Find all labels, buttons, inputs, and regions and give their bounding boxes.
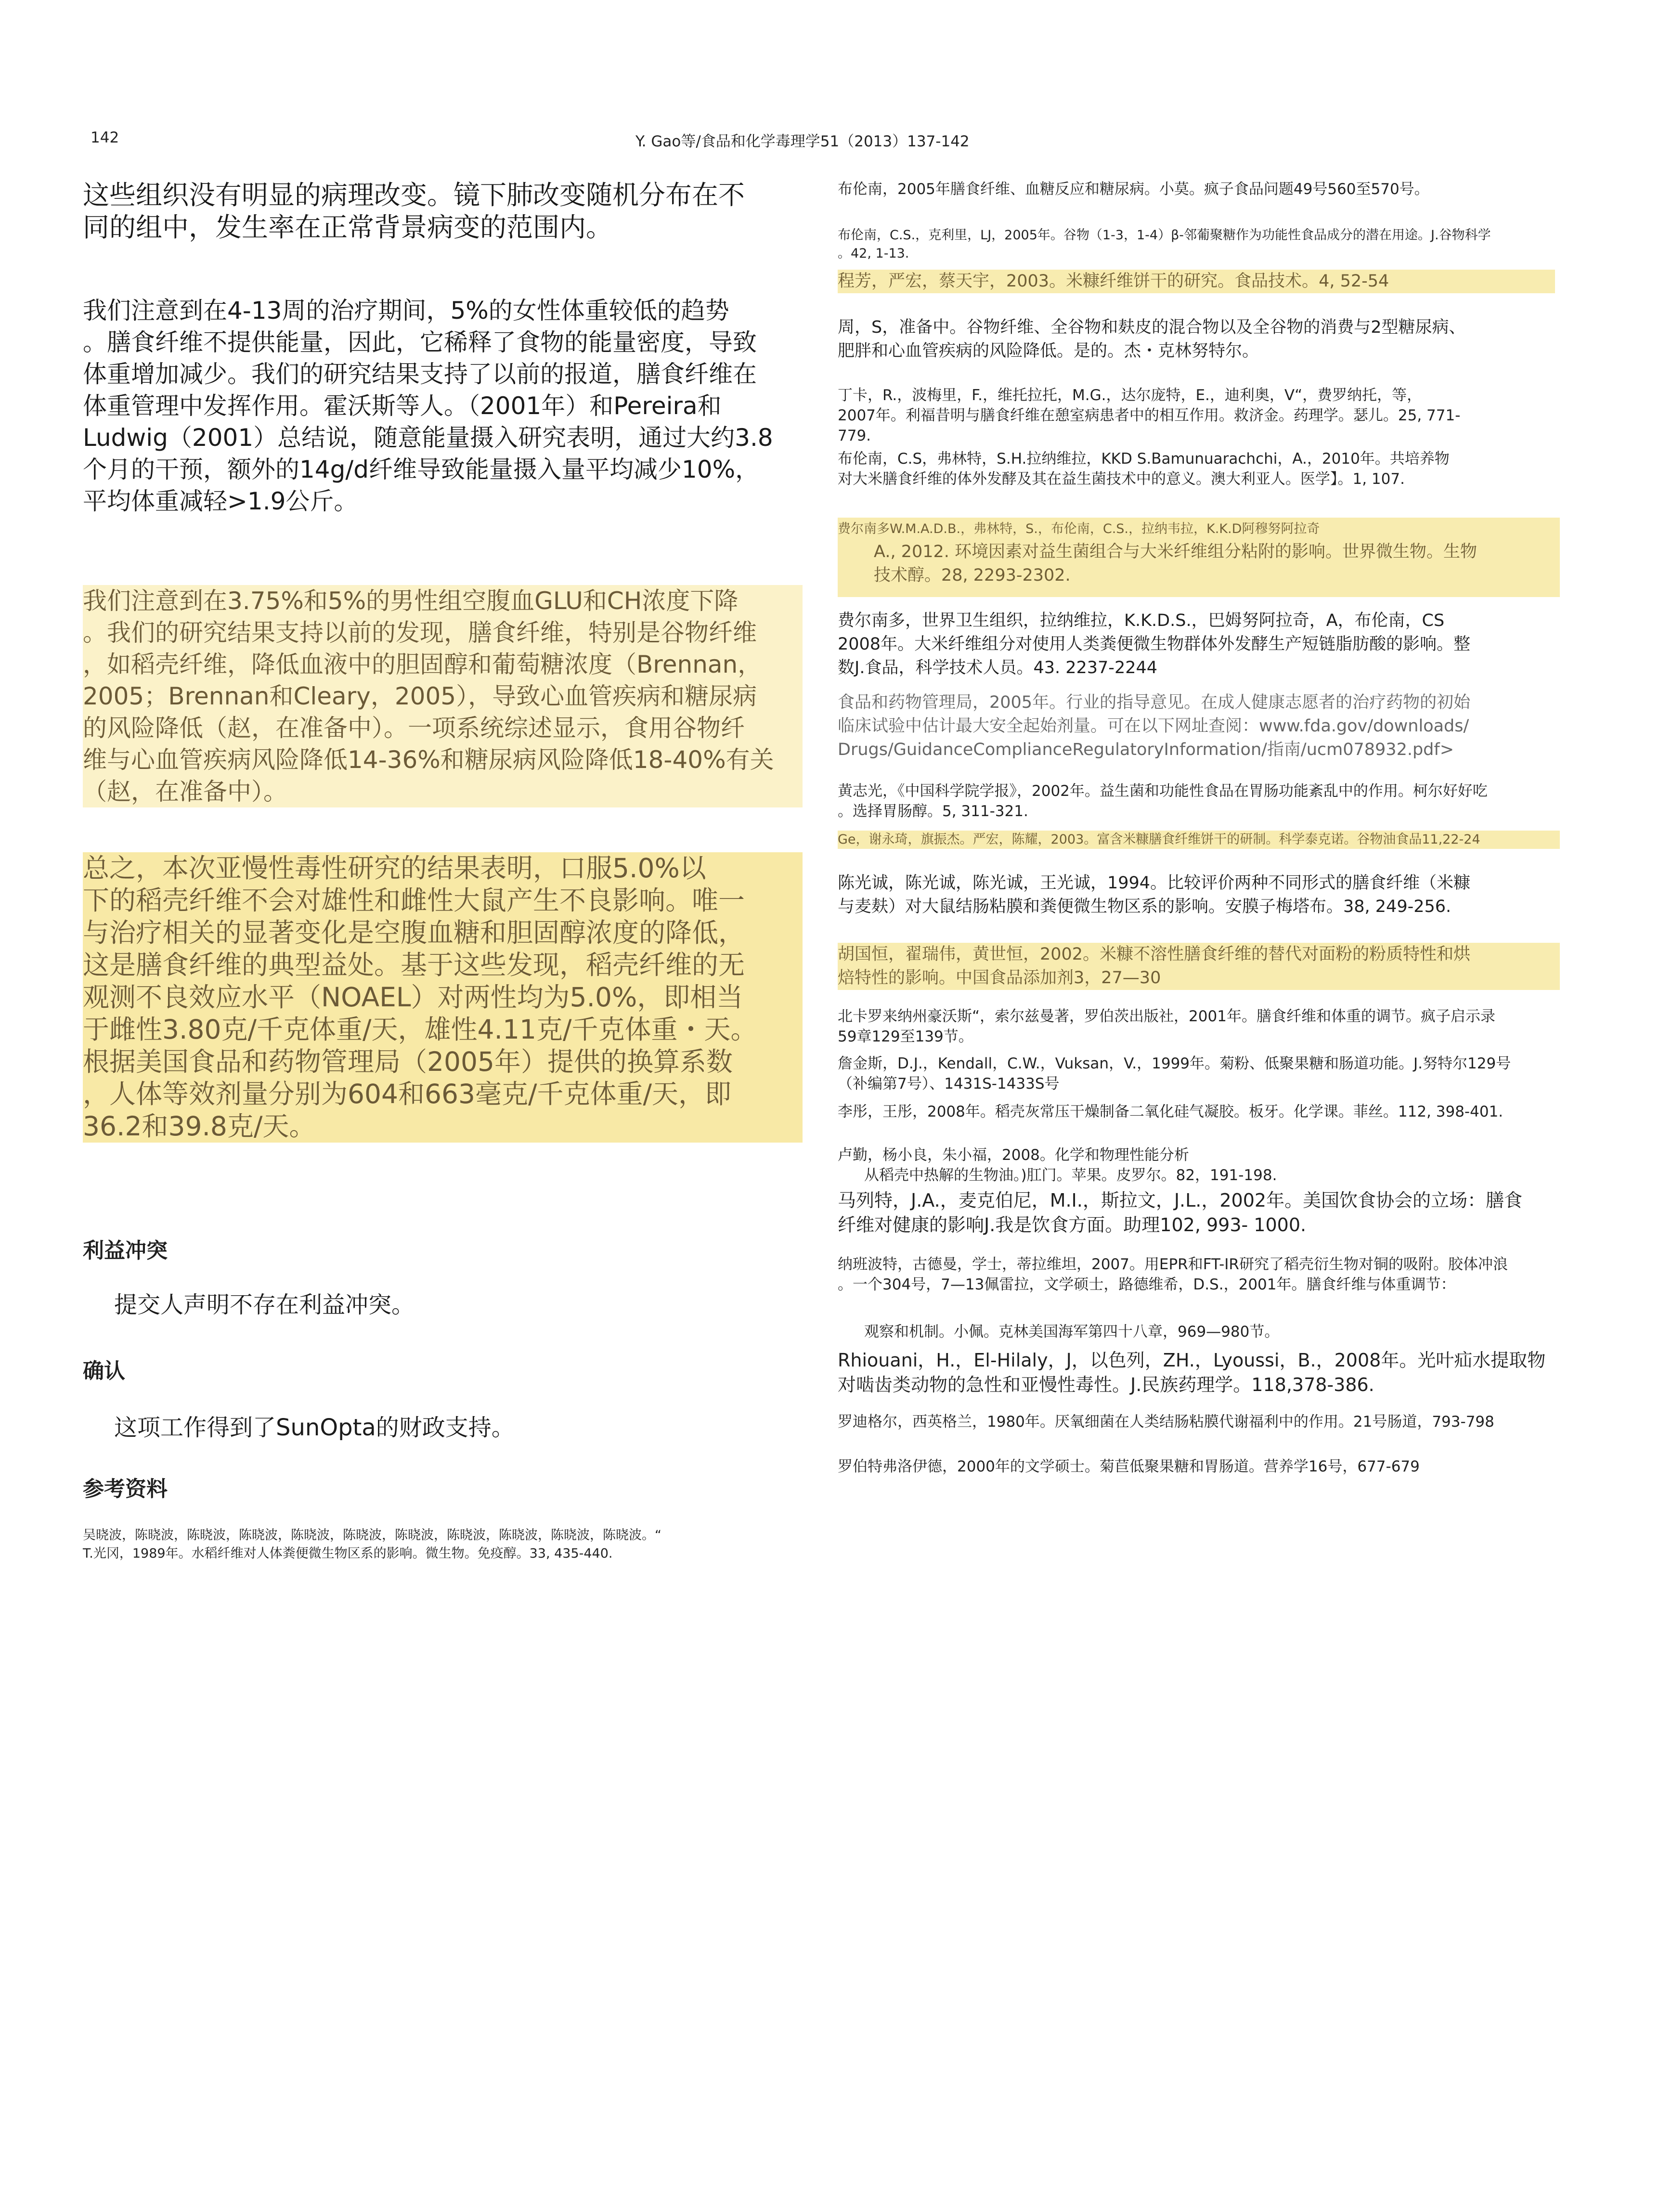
conflict-statement: 提交人声明不存在利益冲突。 [114,1291,415,1318]
reference-entry: 北卡罗来纳州豪沃斯“，索尔兹曼著，罗伯茨出版社，2001年。膳食纤维和体重的调节。疯子启示录 59章129至139节。 [838,1008,1495,1045]
acknowledgement-text: 这项工作得到了SunOpta的财政支持。 [114,1414,515,1441]
reference-entry: 纳班波特，古德曼，学士，蒂拉维坦，2007。用EPR和FT-IR研究了稻壳衍生物对铜的吸附。胶体冲浪 。一个304号，7—13佩雷拉，文学硕士，路德维希，D.S.，2001年。膳食纤维与体重调节： [838,1256,1508,1293]
reference-entry: 罗伯特弗洛伊德，2000年的文学硕士。菊苣低聚果糖和胃肠道。营养学16号，677-679 [838,1458,1420,1475]
reference-entry: 罗迪格尔，西英格兰，1980年。厌氧细菌在人类结肠粘膜代谢福利中的作用。21号肠道，793-798 [838,1413,1494,1431]
reference-entry: 陈光诚，陈光诚，陈光诚，王光诚，1994。比较评价两种不同形式的膳食纤维（米糠 与麦麸）对大鼠结肠粘膜和粪便微生物区系的影响。安膜子梅塔布。38, 249-256. [838,873,1471,916]
reference-entry: Rhiouani，H.，El-Hilaly，J，以色列，ZH.，Lyoussi，B.，2008年。光叶疝水提取物 对啮齿类动物的急性和亚慢性毒性。J.民族药理学。118,378-386. [838,1350,1546,1395]
reference-entry-highlighted: 程芳，严宏，蔡天宇，2003。米糠纤维饼干的研究。食品技术。4, 52-54 [838,270,1555,293]
body-paragraph: 我们注意到在4-13周的治疗期间，5%的女性体重较低的趋势 。膳食纤维不提供能量，因此，它稀释了食物的能量密度，导致 体重增加减少。我们的研究结果支持了以前的报道，膳食纤维在 体重管理中发挥作用。霍沃斯等人。（2001年）和Pereira和 Ludwig（2001）总结说，随意能量摄入研究表明，通过大约3.8 个月的干预，额外的14g/d纤维导致能量摄入量平均减少10%， 平均体重减轻>1.9公斤。 [83,297,773,515]
reference-entry: 食品和药物管理局，2005年。行业的指导意见。在成人健康志愿者的治疗药物的初始 临床试验中估计最大安全起始剂量。可在以下网址查阅：www.fda.gov/downloads/ Drugs/GuidanceComplianceRegulatoryInformation/指南/ucm078932.pdf> [838,693,1471,759]
reference-entry: 从稻壳中热解的生物油。)肛门。苹果。皮罗尔。82，191-198. [864,1167,1277,1184]
reference-entry: 詹金斯，D.J.，Kendall，C.W.，Vuksan，V.，1999年。菊粉、低聚果糖和肠道功能。J.努特尔129号 （补编第7号）、1431S-1433S号 [838,1055,1511,1093]
reference-entry: 布伦南，C.S.，克利里，LJ，2005年。谷物（1-3，1-4）β-邻葡聚糖作为功能性食品成分的潜在用途。J.谷物科学 。42, 1-13. [838,228,1491,261]
reference-entry-highlighted: Ge，谢永琦，旗振杰。严宏，陈耀，2003。富含米糠膳食纤维饼干的研制。科学泰克诺。谷物油食品11,22-24 [838,831,1560,849]
reference-entry: 布伦南，C.S，弗林特，S.H.拉纳维拉，KKD S.Bamunuarachchi，A.，2010年。共培养物 对大米膳食纤维的体外发酵及其在益生菌技术中的意义。澳大利亚人。医学】。1, 107. [838,450,1450,488]
reference-entry: 马列特，J.A.，麦克伯尼，M.I.，斯拉文，J.L.，2002年。美国饮食协会的立场：膳食 纤维对健康的影响J.我是饮食方面。助理102, 993- 1000. [838,1190,1523,1236]
reference-entry: 周，S，准备中。谷物纤维、全谷物和麸皮的混合物以及全谷物的消费与2型糖尿病、 肥胖和心血管疾病的风险降低。是的。杰・克林努特尔。 [838,318,1466,361]
reference-entry: 卢勤，杨小良，朱小福，2008。化学和物理性能分析 [838,1146,1189,1164]
highlighted-paragraph: 总之，本次亚慢性毒性研究的结果表明，口服5.0%以 下的稻壳纤维不会对雄性和雌性大鼠产生不良影响。唯一 与治疗相关的显著变化是空腹血糖和胆固醇浓度的降低， 这是膳食纤维的典型益处。基于这些发现，稻壳纤维的无 观测不良效应水平（NOAEL）对两性均为5.0%，即相当 于雌性3.80克/千克体重/天，雄性4.11克/千克体重・天。 根据美国食品和药物管理局（2005年）提供的换算系数 ，人体等效剂量分别为604和663毫克/千克体重/天，即 36.2和39.8克/天。 [83,852,803,1143]
page-number: 142 [91,129,119,146]
highlighted-paragraph: 我们注意到在3.75%和5%的男性组空腹血GLU和CH浓度下降 。我们的研究结果支持以前的发现，膳食纤维，特别是谷物纤维 ，如稻壳纤维，降低血液中的胆固醇和葡萄糖浓度（Brennan， 2005；Brennan和Cleary，2005），导致心血管疾病和糖尿病 的风险降低（赵，在准备中）。一项系统综述显示，食用谷物纤 维与心血管疾病风险降低14-36%和糖尿病风险降低18-40%有关 （赵，在准备中）。 [83,585,803,807]
reference-entry-highlighted: 费尔南多W.M.A.D.B.，弗林特，S.，布伦南，C.S.，拉纳韦拉，K.K.D阿穆努阿拉奇 [838,521,1320,536]
section-heading-acknowledgement: 确认 [83,1359,125,1383]
section-heading-references: 参考资料 [83,1477,168,1501]
reference-entry: 费尔南多，世界卫生组织，拉纳维拉，K.K.D.S.，巴姆努阿拉奇，A，布伦南，CS 2008年。大米纤维组分对使用人类粪便微生物群体外发酵生产短链脂肪酸的影响。整 数J.食品，科学技术人员。43. 2237-2244 [838,611,1471,677]
running-head: Y. Gao等/食品和化学毒理学51（2013）137-142 [635,133,970,150]
reference-entry: 丁卡，R.，波梅里，F.，维托拉托，M.G.，达尔庞特，E.，迪利奥，V“，费罗纳托，等， 2007年。利福昔明与膳食纤维在憩室病患者中的相互作用。救济金。药理学。瑟儿。25, 771- 779. [838,387,1461,444]
reference-entry: 观察和机制。小佩。克林美国海军第四十八章，969—980节。 [864,1323,1280,1340]
reference-entry-highlighted: 胡国恒，翟瑞伟，黄世恒，2002。米糠不溶性膳食纤维的替代对面粉的粉质特性和烘 焙特性的影响。中国食品添加剂3，27—30 [838,943,1560,990]
reference-entry: 布伦南，2005年膳食纤维、血糖反应和糖尿病。小莫。疯子食品问题49号560至570号。 [838,181,1429,198]
reference-entry: 黄志光，《中国科学院学报》，2002年。益生菌和功能性食品在胃肠功能紊乱中的作用。柯尔好好吃 。选择胃肠醇。5, 311-321. [838,782,1488,820]
section-heading-conflict: 利益冲突 [83,1238,168,1263]
reference-entry-highlighted: A., 2012. 环境因素对益生菌组合与大米纤维组分粘附的影响。世界微生物。生物 技术醇。28, 2293-2302. [874,542,1478,585]
body-paragraph: 这些组织没有明显的病理改变。镜下肺改变随机分布在不 同的组中，发生率在正常背景病变的范围内。 [83,180,745,243]
reference-entry: 吴晓波，陈晓波，陈晓波，陈晓波，陈晓波，陈晓波，陈晓波，陈晓波，陈晓波，陈晓波，陈晓波。“ T.光冈，1989年。水稻纤维对人体粪便微生物区系的影响。微生物。免疫醇。33, 435-440. [83,1528,661,1561]
reference-entry: 李彤，王彤，2008年。稻壳灰常压干燥制备二氧化硅气凝胶。板牙。化学课。菲丝。112, 398-401. [838,1103,1503,1120]
